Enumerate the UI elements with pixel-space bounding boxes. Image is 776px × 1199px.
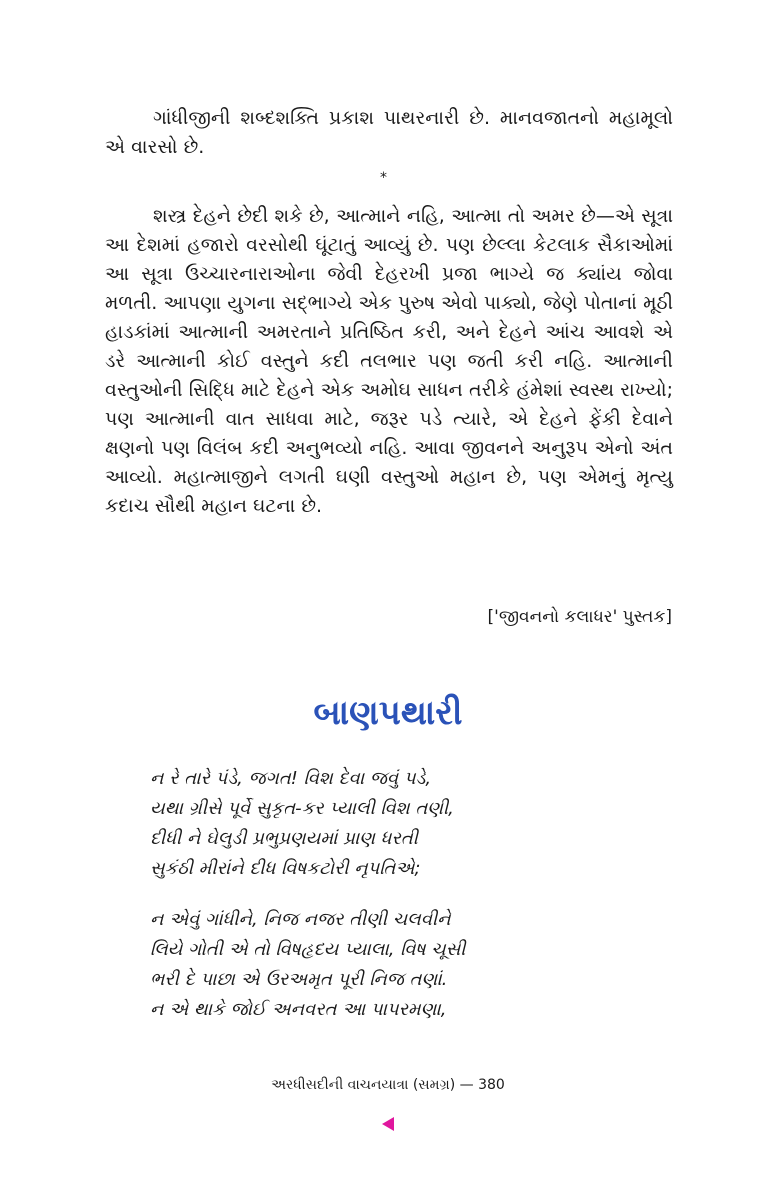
paragraph-2 bbox=[105, 202, 673, 521]
paragraph-1 bbox=[105, 104, 673, 162]
poem-line: ભરી દે પાછા એ ઉરઅમૃત પૂરી નિજ તણાં. bbox=[150, 969, 448, 990]
previous-page-arrow-icon[interactable] bbox=[382, 1117, 394, 1131]
poem-line: ન એવું ગાંધીને, નિજ નજર તીણી ચલવીને bbox=[150, 909, 451, 930]
poem-line: ન રે તારે પંડે, જગત! વિશ દેવા જવું પડે, bbox=[150, 768, 432, 789]
poem-stanza-1 bbox=[150, 764, 454, 884]
poem-line: દીધી ને ઘેલુડી પ્રભુપ્રણયમાં પ્રાણ ધરતી bbox=[150, 828, 418, 849]
poem-title: બાણપથારી bbox=[313, 693, 463, 733]
poem-stanza-2 bbox=[150, 905, 465, 1025]
source-citation: ['જીવનનો કલાધર' પુસ્તક] bbox=[487, 607, 672, 627]
poem-line: સુકંઠી મીરાંને દીધ વિષકટોરી નૃપતિએ; bbox=[150, 858, 421, 879]
page-footer: અરધીસદીની વાચનયાત્રા (સમગ્ર) — 380 bbox=[271, 1077, 505, 1093]
poem-line: ન એ થાકે જોઈ અનવરત આ પાપરમણા, bbox=[150, 999, 447, 1020]
paragraph-2-text: શસ્ત્ર દેહને છેદી શકે છે, આત્માને નહિ, આત્મા તો અમર છે—એ સૂત્રા આ દેશમાં હજારો વરસોથી ઘૂંટાતું આવ્યું છે. પણ છેલ્લા કેટલાક સૈકાઓમાં આ સૂત્રા ઉચ્ચારનારાઓના જેવી દેહરખી પ્રજા ભાગ્યે જ ક્યાંય જોવા મળતી. આપણા યુગના સદ્ભાગ્યે એક પુરુષ એવો પાક્યો, જેણે પોતાનાં મૂઠી હાડકાંમાં આત્માની અમરતાને પ્રતિષ્ઠિત કરી, અને દેહને આંચ આવશે એ ડરે આત્માની કોઈ વસ્તુને કદી તલભાર પણ જતી કરી નહિ. આત્માની વસ્તુઓની સિદ્ધિ માટે દેહને એક અમોઘ સાધન તરીકે હંમેશાં સ્વસ્થ રાખ્યો; પણ આત્માની વાત સાધવા માટે, જરૂર પડે ત્યારે, એ દેહને ફેંકી દેવાને ક્ષણનો પણ વિલંબ કદી અનુભવ્યો નહિ. આવા જીવનને અનુરૂપ એનો અંત આવ્યો. મહાત્માજીને લગતી ઘણી વસ્તુઓ મહાન છે, પણ એમનું મૃત્યુ કદાચ સૌથી મહાન ઘટના છે. bbox=[105, 205, 673, 517]
section-separator: * bbox=[380, 170, 387, 186]
poem-line: યથા ગ્રીસે પૂર્વે સુકૃત-કર પ્યાલી વિશ તણી, bbox=[150, 798, 454, 819]
poem-line: લિયે ગોતી એ તો વિષહૃદય પ્યાલા, વિષ ચૂસી bbox=[150, 939, 466, 960]
paragraph-1-text: ગાંધીજીની શબ્દશક્તિ પ્રકાશ પાથરનારી છે. માનવજાતનો મહામૂલો એ વારસો છે. bbox=[105, 107, 673, 158]
